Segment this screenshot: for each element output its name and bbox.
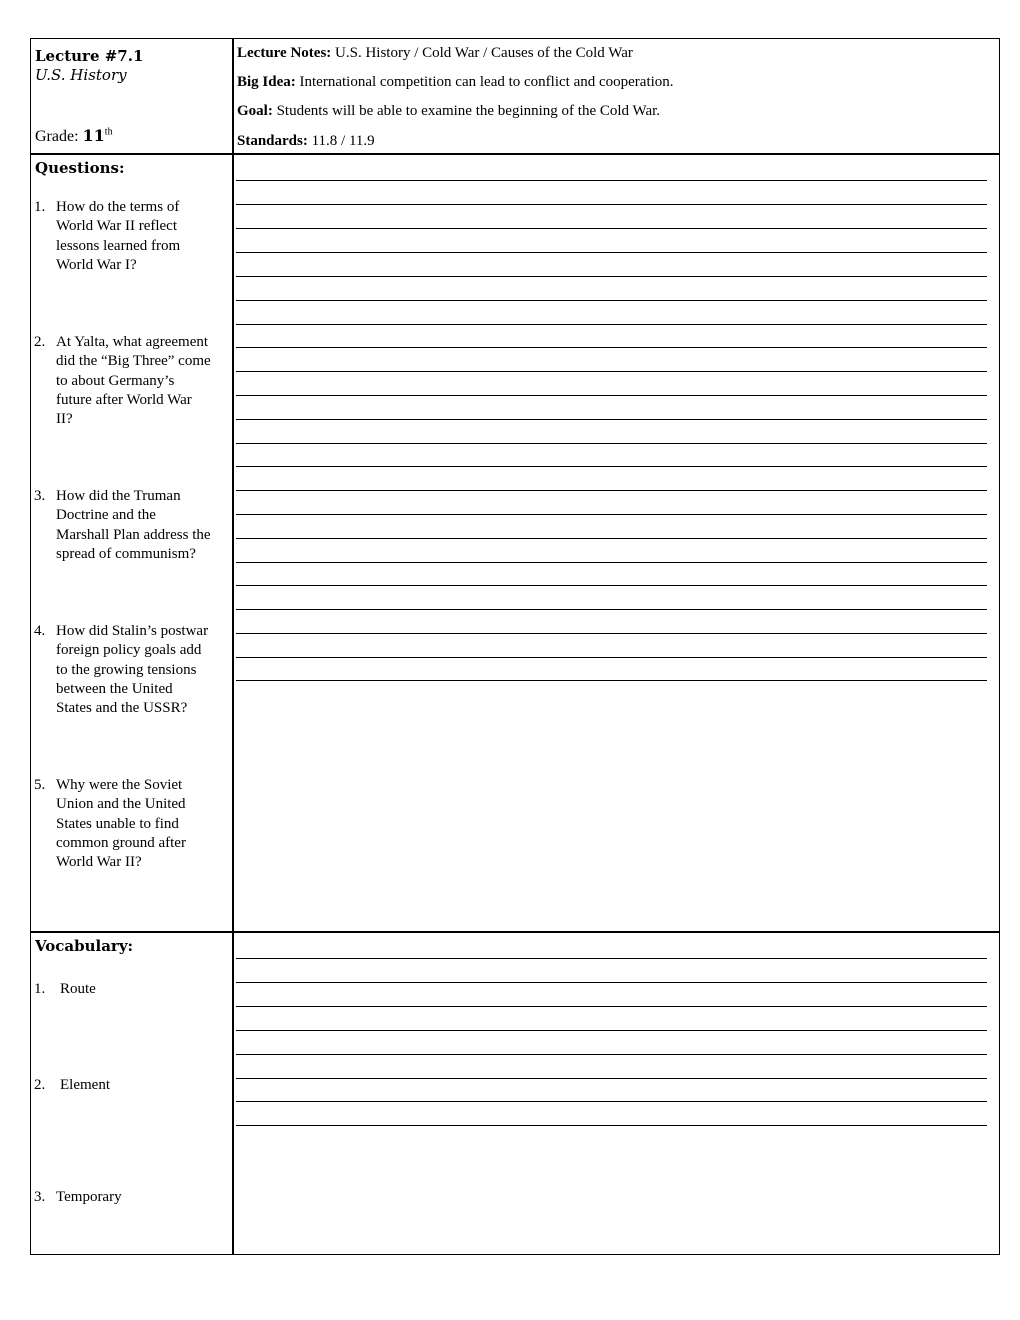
question-line: How did the Truman [56,488,181,504]
standards-label: Standards: [237,133,308,149]
course-name: U.S. History [35,66,127,84]
question-number: 4. [34,623,46,639]
question-line: World War II reflect [56,218,177,235]
question-line: foreign policy goals add [56,642,202,659]
question-line: How do the terms of [56,199,180,215]
question-line: World War I? [56,256,137,273]
note-line [236,1006,987,1007]
question-line: Marshall Plan address the [56,526,211,543]
question-line: How did Stalin’s postwar [56,623,209,639]
question-line: Why were the Soviet [56,777,183,793]
lecture-notes-label: Lecture Notes: [237,45,332,61]
grade-suffix: th [104,126,113,138]
question-line: At Yalta, what agreement [56,334,209,350]
question-number: 1. [34,199,46,215]
vocab-word: Temporary [56,1189,122,1205]
grade-label: Grade: [35,128,79,145]
question-line: between the United [56,680,173,697]
question-line: States unable to find [56,815,179,832]
question-line: Union and the United [56,796,186,813]
note-line [236,982,987,983]
note-line [236,1101,987,1102]
note-line [236,1078,987,1079]
vocab-word: Route [60,981,96,997]
vocab-number: 3. [34,1189,46,1205]
vocab-number: 2. [34,1077,46,1093]
question-line: future after World War [56,391,192,408]
question-line: Doctrine and the [56,507,156,524]
question-number: 5. [34,777,46,793]
question-line: did the “Big Three” come [56,353,211,370]
note-line [236,958,987,959]
vocab-number: 1. [34,981,46,997]
big-idea-value: International competition can lead to conflict and cooperation. [299,74,674,90]
question-line: spread of communism? [56,545,196,562]
goal-label: Goal: [237,103,273,119]
vocab-word: Element [60,1077,110,1093]
note-line [236,1125,987,1126]
grade-line [35,126,113,146]
lecture-notes-value: U.S. History / Cold War / Causes of the Cold War [335,45,633,61]
note-line [236,1054,987,1055]
notes-lines-vocabulary [236,0,987,1130]
questions-heading: Questions: [35,159,125,177]
question-number: 3. [34,488,46,504]
column-divider [232,38,234,1255]
goal-value: Students will be able to examine the beginning of the Cold War. [276,103,661,119]
question-line: lessons learned from [56,237,181,254]
lecture-number: Lecture #7.1 [35,47,144,65]
question-line: World War II? [56,854,142,871]
question-line: States and the USSR? [56,700,188,717]
note-line [236,1030,987,1031]
standards-value: 11.8 / 11.9 [311,133,375,149]
question-line: common ground after [56,834,186,851]
question-line: II? [56,411,73,428]
question-line: to about Germany’s [56,372,175,389]
question-line: to the growing tensions [56,661,197,678]
grade-value: 11 [82,126,105,145]
vocabulary-heading: Vocabulary: [35,937,134,955]
question-number: 2. [34,334,46,350]
big-idea-label: Big Idea: [237,74,296,90]
